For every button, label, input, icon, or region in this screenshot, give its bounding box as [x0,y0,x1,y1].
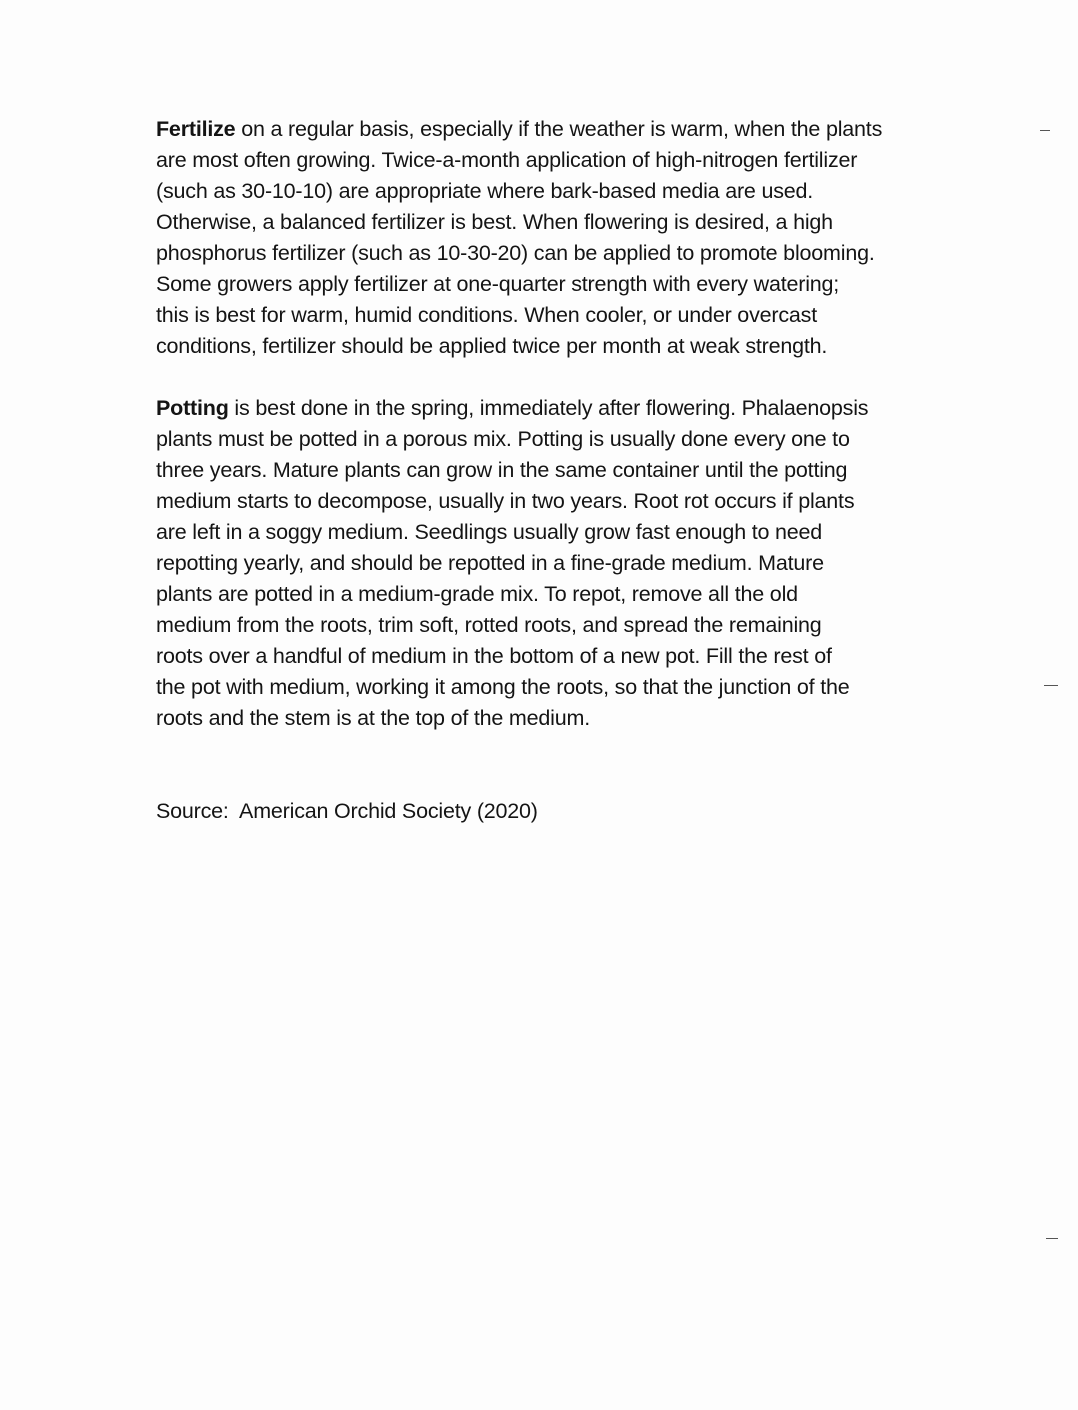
paragraph-line: on a regular basis, especially if the weather is warm, when the plants [235,117,883,141]
paragraph-line: roots over a handful of medium in the bottom of a new pot. Fill the rest of [156,644,832,668]
scan-mark [1046,1238,1058,1239]
paragraph-line: plants are potted in a medium-grade mix. To repot, remove all the old [156,582,798,606]
paragraph-line: Otherwise, a balanced fertilizer is best. When flowering is desired, a high [156,210,833,234]
document-body [156,114,976,734]
paragraph-line: (such as 30-10-10) are appropriate where bark-based media are used. [156,179,814,203]
paragraph-line: medium from the roots, trim soft, rotted roots, and spread the remaining [156,613,822,637]
paragraph-heading-potting: Potting [156,396,229,420]
paragraph-line: medium starts to decompose, usually in two years. Root rot occurs if plants [156,489,855,513]
source-citation: Source: American Orchid Society (2020) [156,799,538,823]
paragraph-line: are most often growing. Twice-a-month application of high-nitrogen fertilizer [156,148,858,172]
paragraph-heading-fertilize: Fertilize [156,117,236,141]
paragraph-line: three years. Mature plants can grow in the same container until the potting [156,458,848,482]
paragraph-line: plants must be potted in a porous mix. Potting is usually done every one to [156,427,850,451]
paragraph-line: phosphorus fertilizer (such as 10-30-20) can be applied to promote blooming. [156,241,875,265]
paragraph-line: roots and the stem is at the top of the medium. [156,706,590,730]
paragraph-line: is best done in the spring, immediately after flowering. Phalaenopsis [228,396,869,420]
paragraph-line: are left in a soggy medium. Seedlings usually grow fast enough to need [156,520,823,544]
scan-mark [1044,685,1058,686]
paragraph-line: repotting yearly, and should be repotted in a fine-grade medium. Mature [156,551,824,575]
paragraph-line: the pot with medium, working it among the roots, so that the junction of the [156,675,850,699]
paragraph-line: Some growers apply fertilizer at one-quarter strength with every watering; [156,272,840,296]
paragraph-potting [156,393,976,734]
paragraph-fertilize [156,114,976,362]
scan-mark [1040,130,1050,131]
paragraph-line: this is best for warm, humid conditions. When cooler, or under overcast [156,303,817,327]
paragraph-line: conditions, fertilizer should be applied twice per month at weak strength. [156,334,828,358]
